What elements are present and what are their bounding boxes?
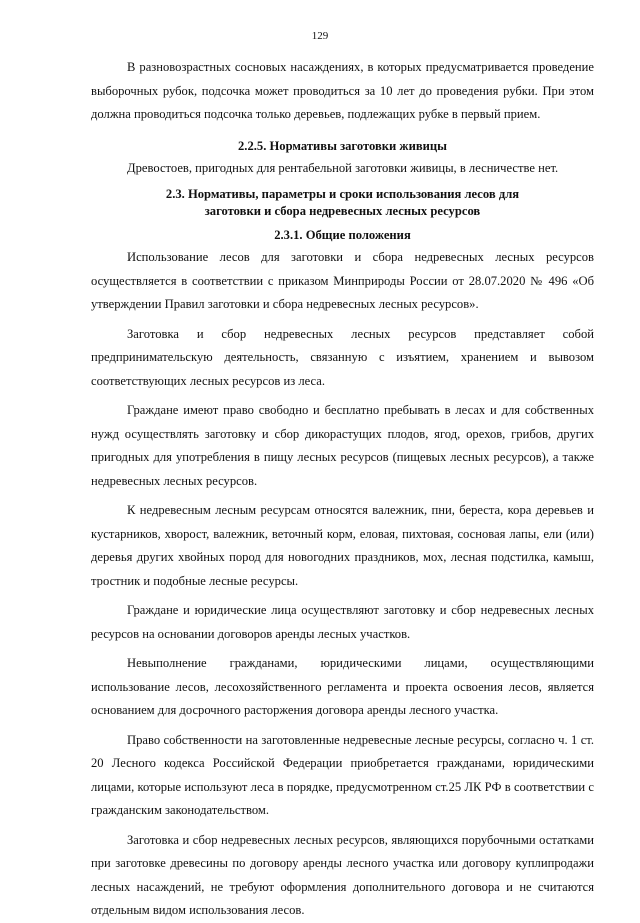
paragraph-selective-logging: В разновозрастных сосновых насаждениях, в которых предусматривается проведение выборочных рубок, подсочка может проводиться за 10 лет до проведения рубки. При этом должна проводиться подсочка только деревьев, подлежащих рубке в первый прием. bbox=[91, 60, 594, 121]
paragraph-ownership: Право собственности на заготовленные недревесные лесные ресурсы, согласно ч. 1 ст. 20 Лесного кодекса Российской Федерации приобретается гражданами, юридическими лицами, которые используют леса в порядке, предусмотренном ст.25 ЛК РФ в соответствии с гражданским законодательством. bbox=[91, 732, 594, 817]
section-heading-2-2-5: 2.2.5. Нормативы заготовки живицы bbox=[238, 138, 447, 153]
page-content bbox=[91, 56, 594, 923]
section-heading-2-3-line2: заготовки и сбора недревесных лесных ресурсов bbox=[204, 204, 481, 218]
page-number: 129 bbox=[311, 30, 329, 42]
paragraph-citizens-rights: Граждане имеют право свободно и бесплатно пребывать в лесах и для собственных нужд осуществлять заготовку и сбор дикорастущих плодов, ягод, орехов, грибов, других пригодных для употребления в пищу лесных ресурсов (пищевых лесных ресурсов), а также недревесных лесных ресурсов. bbox=[91, 403, 594, 488]
section-heading-2-3-1: 2.3.1. Общие положения bbox=[274, 228, 411, 242]
paragraph-lease-basis: Граждане и юридические лица осуществляют заготовку и сбор недревесных лесных ресурсов на основании договоров аренды лесных участков. bbox=[91, 603, 594, 641]
paragraph-business-activity: Заготовка и сбор недревесных лесных ресурсов представляет собой предпринимательскую деятельность, связанную с изъятием, хранением и вывозом соответствующих лесных ресурсов из леса. bbox=[91, 326, 594, 388]
section-heading-2-3-line1: 2.3. Нормативы, параметры и сроки использования лесов для bbox=[165, 187, 520, 201]
paragraph-resource-list: К недревесным лесным ресурсам относятся валежник, пни, береста, кора деревьев и кустарников, хворост, валежник, веточный корм, еловая, пихтовая, сосновая лапы, ели (или) деревья других хвойных пород для новогодних праздников, мох, лесная подстилка, камыш, тростник и подобные лесные ресурсы. bbox=[91, 503, 594, 588]
paragraph-termination: Невыполнение гражданами, юридическими лицами, осуществляющими использование лесов, лесохозяйственного регламента и проекта освоения лесов, является основанием для досрочного расторжения договора аренды лесного участка. bbox=[91, 656, 594, 717]
paragraph-legal-basis: Использование лесов для заготовки и сбора недревесных лесных ресурсов осуществляется в соответствии с приказом Минприроды России от 28.07.2020 № 496 «Об утверждении Правил заготовки и сбора недревесных лесных ресурсов». bbox=[91, 250, 594, 311]
paragraph-no-resin-stands: Древостоев, пригодных для рентабельной заготовки живицы, в лесничестве нет. bbox=[127, 160, 559, 175]
paragraph-logging-residues: Заготовка и сбор недревесных лесных ресурсов, являющихся порубочными остатками при заготовке древесины по договору аренды лесного участка или договору куплипродажи лесных насаждений, не требуют оформления дополнительного договора и не считаются отдельным видом использования лесов. bbox=[91, 832, 594, 917]
section-heading-2-3 bbox=[91, 186, 594, 220]
